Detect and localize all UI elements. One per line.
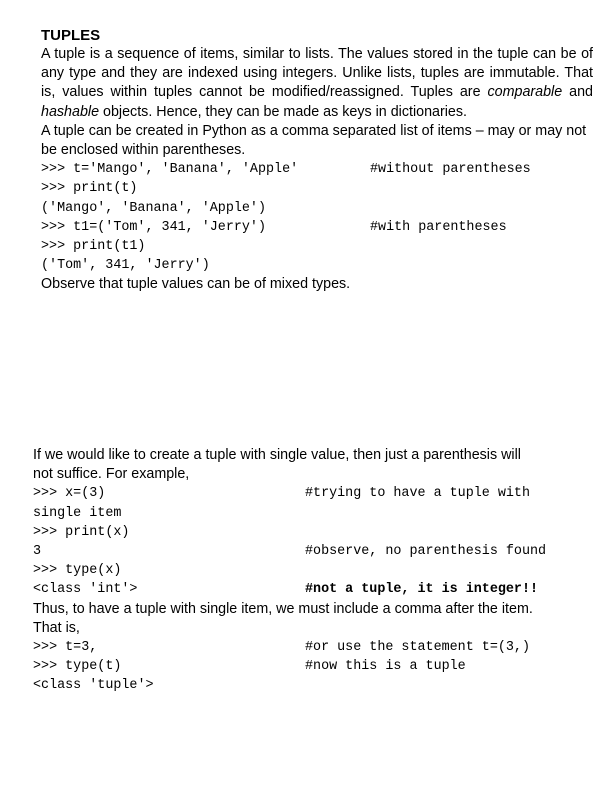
code-comment: #trying to have a tuple with xyxy=(305,486,530,502)
code-text: >>> print(t) xyxy=(41,181,138,197)
code-line xyxy=(33,561,595,580)
code-example-3 xyxy=(33,638,595,696)
code-text: ('Tom', 341, 'Jerry') xyxy=(41,258,210,274)
code-line xyxy=(41,256,593,275)
intro-text-3: objects. Hence, they can be made as keys in dictionaries. xyxy=(99,103,467,120)
intro-paragraph xyxy=(41,45,593,122)
code-text: >>> t='Mango', 'Banana', 'Apple' xyxy=(41,162,299,178)
outro-text: Observe that tuple values can be of mixed types. xyxy=(41,276,351,293)
code-line xyxy=(41,218,593,237)
code-line xyxy=(41,199,593,218)
code-text: <class 'tuple'> xyxy=(33,678,154,694)
intro-text-2: and xyxy=(562,84,593,101)
intro-em-comparable: comparable xyxy=(487,84,563,101)
code-line xyxy=(33,676,595,695)
intro-text-1: A tuple is a sequence of items, similar to lists. The values stored in the tuple can be of any type and they are indexed using integers. Unlike lists, tuples are immutable. That is, values within tuples cannot be modified/reassigned. Tuples are xyxy=(41,46,593,101)
code-line xyxy=(33,484,595,503)
code-comment-bold: #not a tuple, it is integer!! xyxy=(305,582,539,598)
intro-em-hashable: hashable xyxy=(41,103,100,120)
code-comment: #or use the statement t=(3,) xyxy=(305,639,530,655)
section-title: TUPLES xyxy=(41,27,101,44)
intro-line: If we would like to create a tuple with single value, then just a parenthesis will xyxy=(33,447,521,463)
code-text: >>> t=3, xyxy=(33,639,98,655)
single-item-tuple-section xyxy=(33,446,595,695)
tuples-section xyxy=(41,26,593,295)
code-line xyxy=(33,638,595,657)
code-text: >>> x=(3) xyxy=(33,486,106,502)
code-text: >>> print(t1) xyxy=(41,238,146,254)
code-line xyxy=(33,657,595,676)
code-comment: #with parentheses xyxy=(370,219,507,235)
code-example-1 xyxy=(41,160,593,275)
code-text: ('Mango', 'Banana', 'Apple') xyxy=(41,200,266,216)
code-example-2 xyxy=(33,484,595,599)
code-line xyxy=(33,523,595,542)
code-text: single item xyxy=(33,505,122,521)
code-line xyxy=(33,580,595,599)
code-comment: #now this is a tuple xyxy=(305,659,466,675)
code-line xyxy=(41,237,593,256)
creation-paragraph: A tuple can be created in Python as a comma separated list of items – may or may not be enclosed within parentheses. xyxy=(41,122,587,159)
code-text: >>> t1=('Tom', 341, 'Jerry') xyxy=(41,219,266,235)
code-line xyxy=(33,504,595,523)
code-text: <class 'int'> xyxy=(33,582,138,598)
code-text: >>> type(x) xyxy=(33,563,122,579)
intro-line: not suffice. For example, xyxy=(33,466,190,483)
code-comment: #observe, no parenthesis found xyxy=(305,543,547,559)
code-line xyxy=(33,542,595,561)
mid-line: Thus, to have a tuple with single item, we must include a comma after the item. xyxy=(33,600,533,617)
code-text: >>> type(t) xyxy=(33,659,122,675)
mid-line: That is, xyxy=(33,619,80,636)
code-line xyxy=(41,160,593,179)
code-comment: #without parentheses xyxy=(370,162,531,178)
code-line xyxy=(41,179,593,198)
code-text: >>> print(x) xyxy=(33,524,130,540)
code-text: 3 xyxy=(33,543,42,559)
